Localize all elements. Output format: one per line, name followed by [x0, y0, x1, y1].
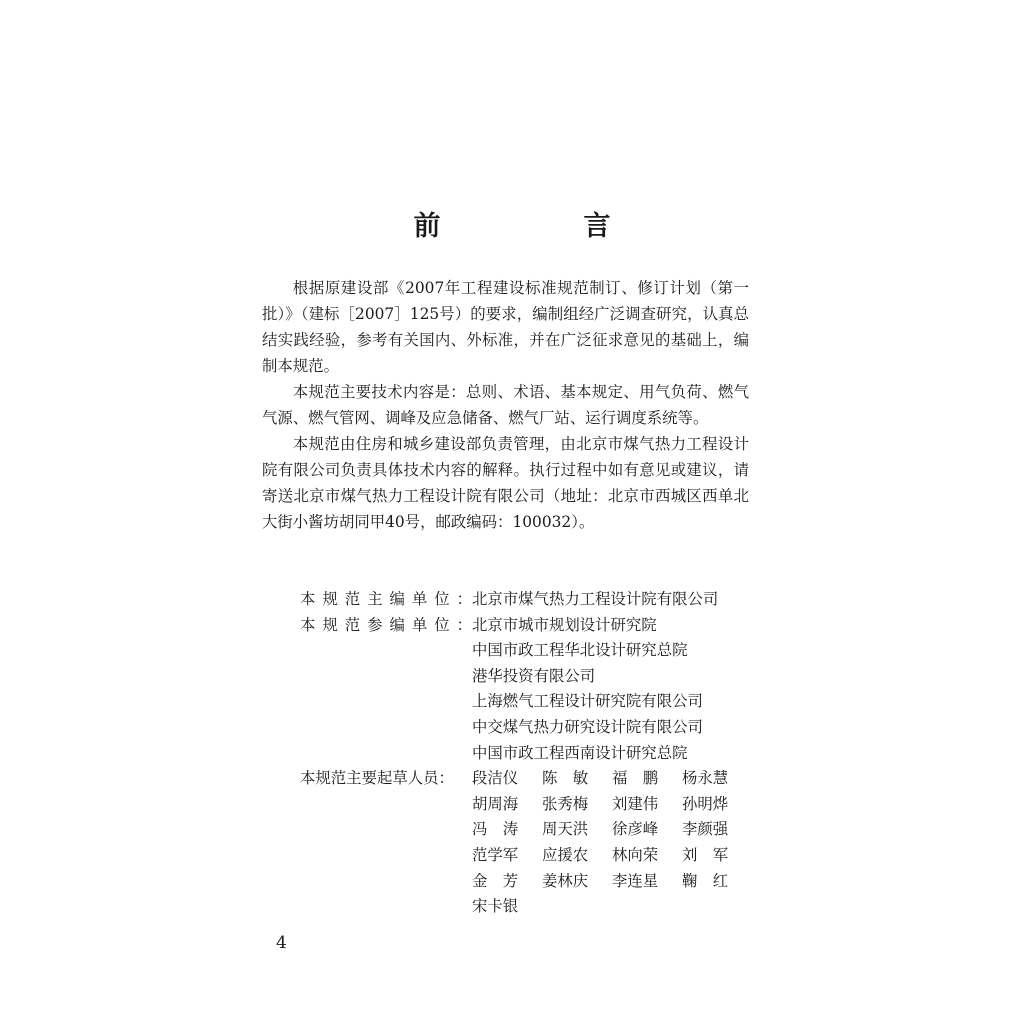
drafter-name: 姜林庆: [542, 871, 589, 890]
drafter-name: 宋卡银: [472, 897, 519, 916]
page-number: 4: [276, 933, 287, 953]
drafter-name: 金 芳: [472, 871, 519, 890]
drafter-name: 李连星: [612, 871, 659, 890]
chief-editor-row: [262, 587, 762, 613]
drafter-name: 孙明烨: [682, 794, 729, 813]
drafter-name: 胡周海: [472, 794, 519, 813]
drafter-name: 张秀梅: [542, 794, 589, 813]
participating-units-row: [262, 613, 762, 767]
participating-unit: 中国市政工程华北设计研究总院: [472, 641, 688, 660]
drafter-name: 陈 敏: [542, 769, 589, 788]
drafter-name: 范学军: [472, 845, 519, 864]
drafter-name: 福 鹏: [612, 769, 659, 788]
drafter-name: 周天洪: [542, 820, 589, 839]
participating-unit: 港华投资有限公司: [472, 666, 596, 685]
drafter-name: 应援农: [542, 845, 589, 864]
participating-units-label: 本规范参编单位：: [300, 615, 472, 634]
credits-section: [262, 587, 762, 920]
drafter-name: 冯 涛: [472, 820, 519, 839]
participating-unit: 中国市政工程西南设计研究总院: [472, 743, 688, 762]
drafter-name: 徐彦峰: [612, 820, 659, 839]
drafter-name: 刘 军: [682, 845, 729, 864]
drafter-name: 刘建伟: [612, 794, 659, 813]
drafters-row: [262, 766, 762, 920]
drafter-name: 林向荣: [612, 845, 659, 864]
paragraph-1: 根据原建设部《2007年工程建设标准规范制订、修订计划（第一批）》（建标［2007］125号）的要求，编制组经广泛调查研究，认真总结实践经验，参考有关国内、外标准，并在广泛征求意见的基础上，编制本规范。: [262, 279, 749, 375]
chief-editor-unit: 北京市煤气热力工程设计院有限公司: [472, 590, 719, 608]
participating-unit: 上海燃气工程设计研究院有限公司: [472, 692, 703, 711]
paragraph-2: 本规范主要技术内容是：总则、术语、基本规定、用气负荷、燃气气源、燃气管网、调峰及应急储备、燃气厂站、运行调度系统等。: [262, 383, 749, 427]
drafters-label: 本规范主要起草人员：: [300, 769, 454, 788]
drafter-name: 杨永慧: [682, 769, 729, 788]
drafters-list: [472, 766, 762, 920]
participating-unit: 中交煤气热力研究设计院有限公司: [472, 717, 703, 736]
chief-editor-label: 本规范主编单位：: [300, 590, 472, 608]
drafter-name: 段洁仪: [472, 769, 519, 788]
drafter-name: 鞠 红: [682, 871, 729, 890]
preface-body: [262, 275, 749, 535]
participating-unit: 北京市城市规划设计研究院: [472, 615, 657, 634]
drafter-name: 李颜强: [682, 820, 729, 839]
paragraph-3: 本规范由住房和城乡建设部负责管理，由北京市煤气热力工程设计院有限公司负责具体技术内容的解释。执行过程中如有意见或建议，请寄送北京市煤气热力工程设计院有限公司（地址：北京市西城区西单北大街小酱坊胡同甲40号，邮政编码：100032）。: [262, 435, 749, 531]
page-title: 前 言: [413, 211, 669, 242]
